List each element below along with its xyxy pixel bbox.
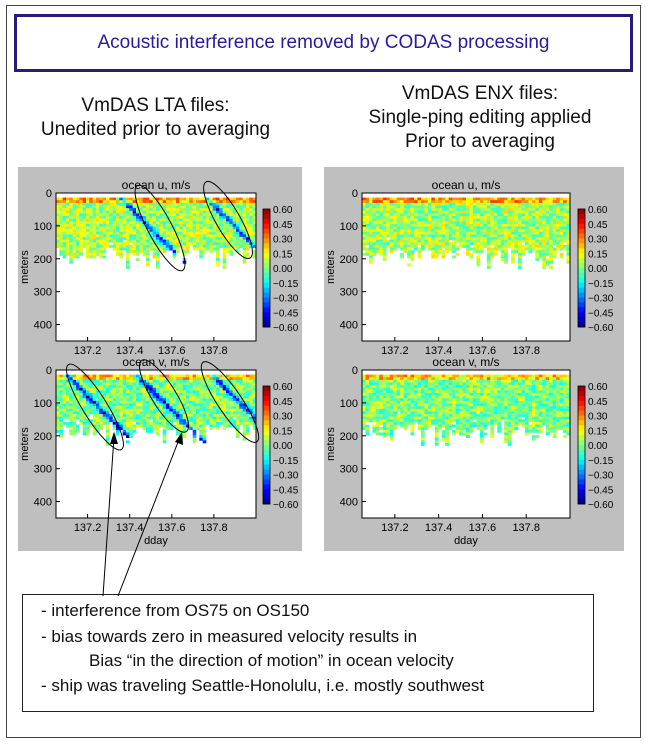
x-tick-label: 137.4 — [424, 345, 453, 357]
left-heading-line1: VmDAS LTA files: — [81, 95, 230, 116]
y-tick-label: 400 — [339, 319, 358, 332]
colorbar-tick-label: 0.45 — [273, 219, 293, 231]
colorbar-tick-label: −0.60 — [273, 323, 299, 334]
y-tick-label: 300 — [33, 463, 52, 476]
left-figure-panel — [18, 167, 302, 551]
colorbar-tick-label: −0.30 — [273, 470, 299, 482]
y-tick-label: 0 — [351, 188, 358, 200]
y-tick-label: 200 — [33, 253, 52, 266]
colorbar-tick-label: 0.45 — [588, 219, 608, 231]
x-tick-label: 137.6 — [158, 345, 186, 357]
colorbar-tick-label: 0.00 — [588, 264, 608, 275]
y-tick-label: 400 — [33, 496, 52, 509]
y-tick-label: 300 — [33, 286, 52, 299]
y-tick-label: 100 — [33, 220, 52, 233]
x-tick-label: 137.6 — [468, 345, 497, 357]
y-tick-label: 200 — [339, 253, 358, 266]
x-tick-label: 137.8 — [200, 522, 228, 534]
x-axis-label: dday — [144, 535, 168, 547]
y-axis-label: meters — [325, 250, 337, 284]
y-axis-label: meters — [19, 250, 31, 284]
right-heading-line2: Single-ping editing applied — [368, 107, 592, 128]
x-tick-label: 137.2 — [73, 522, 102, 534]
colorbar-tick-label: −0.45 — [273, 308, 299, 320]
colorbar-tick-label: 0.15 — [588, 249, 608, 261]
right-figure-panel — [324, 167, 624, 551]
x-tick-label: 137.6 — [158, 522, 186, 534]
colorbar-tick-label: −0.15 — [273, 455, 299, 467]
colorbar-tick-label: −0.15 — [273, 278, 299, 290]
chart-title: ocean u, m/s — [121, 178, 191, 192]
title-box — [14, 14, 633, 72]
colorbar-tick-label: 0.15 — [273, 249, 293, 261]
left-heading — [18, 94, 293, 142]
colorbar-tick-label: −0.45 — [273, 485, 299, 497]
y-tick-label: 200 — [33, 430, 52, 443]
y-tick-label: 300 — [339, 286, 358, 299]
right-heading-line3: Prior to averaging — [405, 131, 555, 152]
y-tick-label: 400 — [33, 319, 52, 332]
y-tick-label: 0 — [45, 365, 52, 377]
colorbar-tick-label: 0.45 — [273, 396, 293, 408]
x-tick-label: 137.4 — [115, 522, 144, 534]
colorbar-tick-label: −0.30 — [273, 293, 299, 305]
colorbar-tick-label: −0.45 — [588, 308, 614, 320]
chart-title: ocean u, m/s — [431, 178, 501, 192]
y-tick-label: 100 — [339, 220, 358, 233]
colorbar-tick-label: 0.15 — [273, 426, 293, 438]
colorbar-tick-label: 0.60 — [588, 205, 608, 216]
x-tick-label: 137.8 — [512, 345, 540, 357]
colorbar-tick-label: −0.30 — [588, 293, 614, 305]
y-tick-label: 100 — [33, 397, 52, 410]
x-tick-label: 137.2 — [73, 345, 102, 357]
colorbar-tick-label: 0.00 — [273, 264, 293, 275]
y-tick-label: 0 — [45, 188, 52, 200]
x-tick-label: 137.2 — [381, 345, 409, 357]
x-tick-label: 137.8 — [200, 345, 228, 357]
colorbar-tick-label: 0.30 — [588, 234, 608, 246]
colorbar-tick-label: 0.60 — [273, 382, 293, 393]
right-heading-line1: VmDAS ENX files: — [401, 83, 559, 104]
colorbar-tick-label: −0.60 — [273, 500, 299, 511]
y-axis-label: meters — [19, 427, 31, 461]
x-tick-label: 137.4 — [115, 345, 144, 357]
right-heading — [335, 82, 625, 154]
colorbar-tick-label: −0.15 — [588, 278, 614, 290]
left-heading-line2: Unedited prior to averaging — [40, 119, 271, 140]
colorbar-tick-label: 0.30 — [273, 234, 293, 246]
colorbar-tick-label: −0.60 — [588, 323, 614, 334]
page-title: Acoustic interference removed by CODAS processing — [97, 32, 550, 53]
colorbar-tick-label: 0.00 — [273, 441, 293, 452]
colorbar-tick-label: 0.30 — [273, 411, 293, 423]
chart-title: ocean v, m/s — [122, 355, 190, 369]
colorbar-tick-label: 0.60 — [273, 205, 293, 216]
